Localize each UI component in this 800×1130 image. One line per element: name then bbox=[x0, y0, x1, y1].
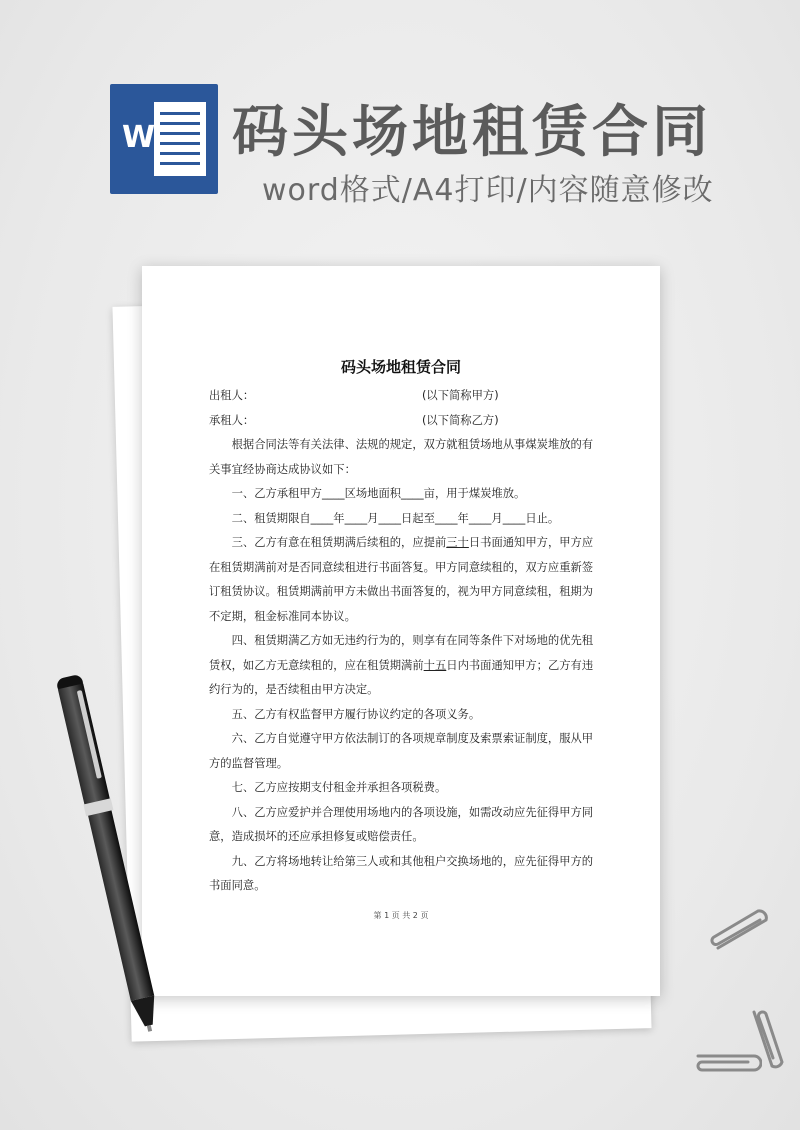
document-title: 码头场地租赁合同 bbox=[340, 358, 461, 376]
lessor-line: 出租人： (以下简称甲方) bbox=[209, 389, 499, 402]
clause-3: 三、乙方有意在租赁期满后续租的，应提前三十日书面通知甲方，甲方应在租赁期满前对是否同意续租进行书面答复。甲方同意续租的，双方应重新签订租赁协议。租赁期满前甲方未做出书面答复的，视为甲方同意续租，租期为不定期，租金标准同本协议。 bbox=[209, 536, 594, 623]
page-number: 第 1 页 共 2 页 bbox=[373, 911, 429, 920]
word-logo-icon bbox=[110, 84, 218, 194]
paperclip-icon bbox=[692, 1046, 762, 1076]
clause-4: 四、租赁期满乙方如无违约行为的，则享有在同等条件下对场地的优先租赁权，如乙方无意续租的，应在租赁期满前十五日内书面通知甲方；乙方有违约行为的，是否续租由甲方决定。 bbox=[209, 634, 594, 696]
clause-5: 五、乙方有权监督甲方履行协议约定的各项义务。 bbox=[231, 707, 481, 721]
paperclip-icon bbox=[708, 908, 778, 958]
clause-8: 八、乙方应爱护并合理使用场地内的各项设施，如需改动应先征得甲方同意，造成损坏的还应承担修复或赔偿责任。 bbox=[209, 805, 594, 843]
banner-subtitle: word格式/A4打印/内容随意修改 bbox=[262, 173, 714, 208]
logo-letter: W bbox=[122, 120, 156, 155]
notice-days-15: 十五 bbox=[423, 658, 447, 672]
clause-1: 一、乙方承租甲方____区场地面积____亩，用于煤炭堆放。 bbox=[231, 487, 526, 500]
lessee-line: 承租人： (以下简称乙方) bbox=[209, 413, 499, 427]
clause-2: 二、租赁期限自____年____月____日起至____年____月____日止。 bbox=[231, 511, 560, 525]
banner-title: 码头场地租赁合同 bbox=[232, 100, 712, 165]
intro-paragraph: 根据合同法等有关法律、法规的规定，双方就租赁场地从事煤炭堆放的有关事宜经协商达成协议如下： bbox=[209, 438, 594, 476]
document-page bbox=[142, 266, 660, 996]
clause-9: 九、乙方将场地转让给第三人或和其他租户交换场地的，应先征得甲方的书面同意。 bbox=[209, 854, 594, 892]
document-body bbox=[209, 384, 597, 899]
notice-days-30: 三十 bbox=[446, 536, 469, 549]
header bbox=[0, 0, 800, 240]
clause-6: 六、乙方自觉遵守甲方依法制订的各项规章制度及索票索证制度，服从甲方的监督管理。 bbox=[209, 732, 594, 770]
clause-7: 七、乙方应按期支付租金并承担各项税费。 bbox=[231, 781, 447, 794]
